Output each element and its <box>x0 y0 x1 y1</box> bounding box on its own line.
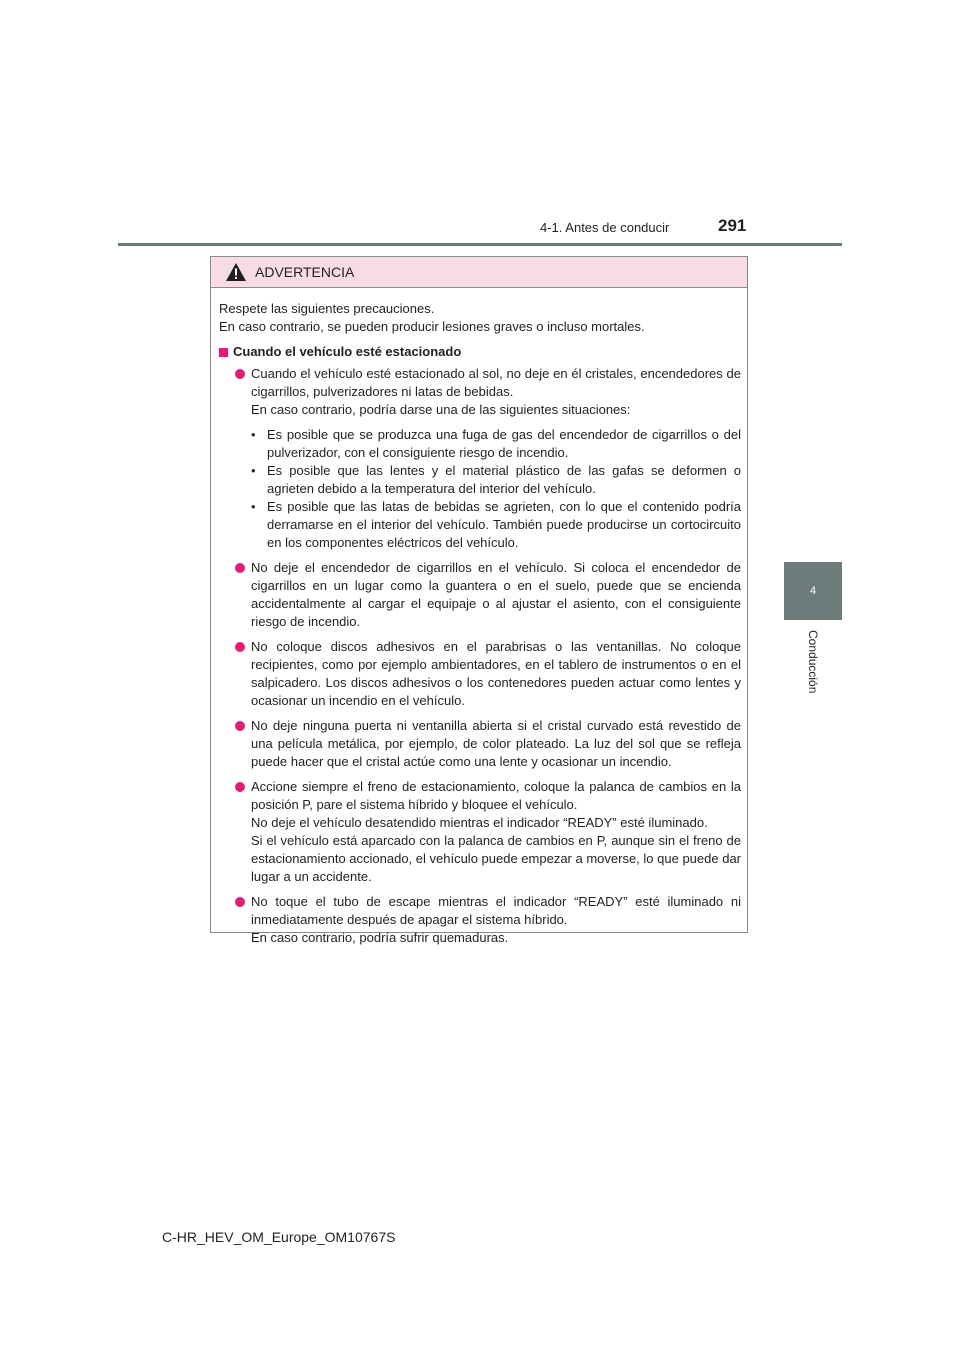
item-text: En caso contrario, podría darse una de las siguientes situaciones: <box>251 402 631 417</box>
circle-bullet-icon <box>235 642 245 652</box>
circle-bullet-icon <box>235 369 245 379</box>
item-text: Si el vehículo está aparcado con la palanca de cambios en P, aunque sin el freno de estacionamiento accionado, el vehículo puede empezar a moverse, lo que puede dar lugar a un accidente. <box>251 833 741 884</box>
bullet-dot-icon: • <box>251 427 256 442</box>
warning-triangle-icon <box>225 262 247 282</box>
warning-box <box>210 256 748 945</box>
item-text: No toque el tubo de escape mientras el indicador “READY” esté iluminado ni inmediatamente después de apagar el sistema híbrido. <box>251 894 741 927</box>
subheading <box>219 343 741 361</box>
warning-item <box>228 778 741 886</box>
circle-bullet-icon <box>235 721 245 731</box>
sub-list-item <box>251 462 741 498</box>
item-text: Accione siempre el freno de estacionamiento, coloque la palanca de cambios en la posición P, pare el sistema híbrido y bloquee el vehículo. <box>251 779 741 812</box>
document-code: C-HR_HEV_OM_Europe_OM10767S <box>162 1229 396 1245</box>
circle-bullet-icon <box>235 782 245 792</box>
warning-item <box>228 559 741 631</box>
sub-item-text: Es posible que las latas de bebidas se agrieten, con lo que el contenido podría derramarse en el interior del vehículo. También puede producirse un cortocircuito en los componentes eléctricos del vehículo. <box>267 499 741 550</box>
intro-line: Respete las siguientes precauciones. <box>219 301 435 316</box>
chapter-label-text: Conducción <box>806 630 820 694</box>
item-text: No deje el encendedor de cigarrillos en el vehículo. Si coloca el encendedor de cigarrillos en un lugar como la guantera o en el suelo, puede que se encienda accidentalmente al cargar el equipaje o al ajustar el asiento, con el consiguiente riesgo de incendio. <box>251 560 741 629</box>
sub-list-item <box>251 426 741 462</box>
sub-item-text: Es posible que las lentes y el material plástico de las gafas se deformen o agrieten debido a la temperatura del interior del vehículo. <box>267 463 741 496</box>
chapter-tab <box>784 562 842 620</box>
section-title: 4-1. Antes de conducir <box>540 220 670 235</box>
warning-item <box>228 717 741 771</box>
header-divider <box>118 243 842 246</box>
warning-item <box>228 365 741 552</box>
chapter-number: 4 <box>809 585 817 597</box>
intro-line: En caso contrario, se pueden producir lesiones graves o incluso mortales. <box>219 319 645 334</box>
warning-item <box>228 638 741 710</box>
sub-list-item <box>251 498 741 552</box>
warning-body <box>211 288 747 947</box>
bullet-dot-icon: • <box>251 499 256 514</box>
warning-header <box>211 257 747 288</box>
circle-bullet-icon <box>235 563 245 573</box>
square-bullet-icon <box>219 348 228 357</box>
item-text: No deje el vehículo desatendido mientras el indicador “READY” esté iluminado. <box>251 815 708 830</box>
item-text: No deje ninguna puerta ni ventanilla abierta si el cristal curvado está revestido de una película metálica, por ejemplo, de color plateado. La luz del sol que se refleja puede hacer que el cristal actúe como una lente y ocasionar un incendio. <box>251 718 741 769</box>
page-number: 291 <box>718 216 747 235</box>
item-text: No coloque discos adhesivos en el parabrisas o las ventanillas. No coloque recipientes, como por ejemplo ambientadores, en el tablero de instrumentos o en el salpicadero. Los discos adhesivos o los contenedores pueden actuar como lentes y ocasionar un incendio en el vehículo. <box>251 639 741 708</box>
sub-list <box>251 426 741 552</box>
chapter-label <box>806 630 820 710</box>
warning-title: ADVERTENCIA <box>255 264 355 280</box>
item-text: En caso contrario, podría sufrir quemaduras. <box>251 930 509 945</box>
item-text: Cuando el vehículo esté estacionado al sol, no deje en él cristales, encendedores de cigarrillos, pulverizadores ni latas de bebidas. <box>251 366 741 399</box>
circle-bullet-icon <box>235 897 245 907</box>
subheading-text: Cuando el vehículo esté estacionado <box>233 344 462 359</box>
bullet-dot-icon: • <box>251 463 256 478</box>
sub-item-text: Es posible que se produzca una fuga de gas del encendedor de cigarrillos o del pulverizador, con el consiguiente riesgo de incendio. <box>267 427 741 460</box>
warning-item <box>228 893 741 947</box>
